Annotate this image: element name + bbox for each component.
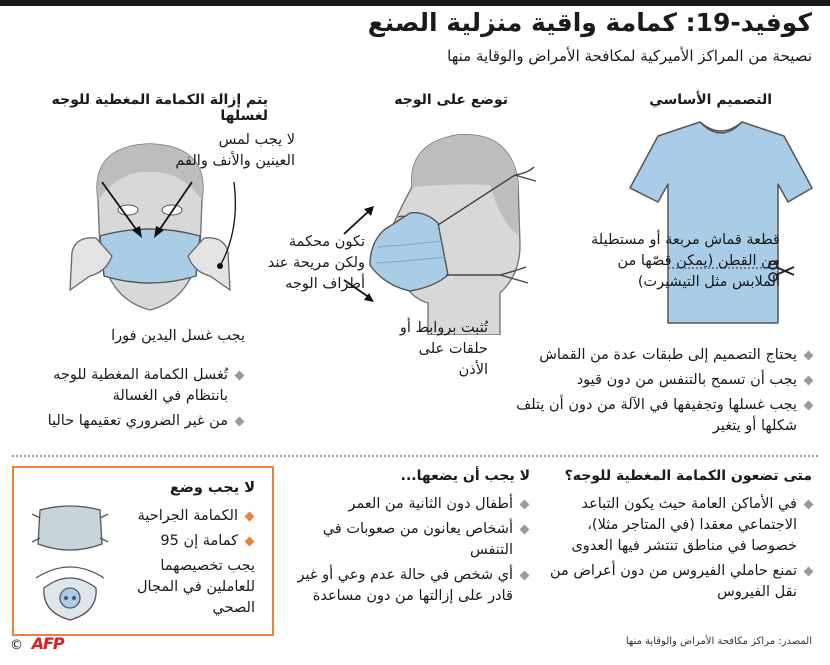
face-mask: [370, 213, 448, 291]
fabric-note: قطعة قماش مربعة أو مستطيلة من القطن (يمكن قصّها من الملابس مثل التيشيرت): [591, 232, 780, 290]
removal-bullets: [15, 365, 245, 436]
list-item: كمامة إن 95: [110, 531, 255, 552]
top-rule: [0, 0, 830, 6]
list-item: يجب أن تسمح بالتنفس من دون قيود: [504, 370, 814, 391]
surgical-mask-icon: [30, 500, 110, 560]
section-divider: [12, 455, 818, 457]
no-touch-note: لا يجب لمس العينين والأنف والفم: [175, 132, 295, 169]
list-item: يجب غسلها وتجفيفها في الآلة من دون أن يتلف شكلها أو يتغير: [504, 395, 814, 437]
ties-note: تُثبت بروابط أو حلقات على الأذن: [399, 320, 488, 378]
who-not-heading: لا يجب أن يضعها...: [400, 468, 530, 484]
list-item: تمنع حاملي الفيروس من دون أعراض من نقل الفيروس: [549, 561, 814, 603]
list-item: أشخاص يعانون من صعوبات في التنفس: [290, 519, 530, 561]
list-item: يحتاج التصميم إلى طبقات عدة من القماش: [504, 345, 814, 366]
do-not-wear-heading: لا يجب وضع: [169, 480, 255, 496]
wearing-heading: توضع على الوجه: [394, 92, 508, 108]
fit-note: تكون محكمة ولكن مريحة عند أطراف الوجه: [267, 234, 365, 292]
removal-heading: يتم إزالة الكمامة المغطية للوجه لغسلها: [51, 92, 268, 124]
list-item: من غير الضروري تعقيمها حاليا: [15, 411, 245, 432]
afp-credit: [10, 634, 64, 653]
tshirt-illustration: [628, 118, 813, 328]
who-not-bullets: [290, 494, 530, 611]
page-subtitle: نصيحة من المراكز الأميركية لمكافحة الأمراض والوقاية منها: [447, 47, 812, 65]
when-bullets: [549, 494, 814, 607]
afp-logo: AFP: [31, 634, 64, 653]
n95-mask-icon: [30, 560, 110, 625]
list-item: في الأماكن العامة حيث يكون التباعد الاجتماعي معقدا (في المتاجر مثلا)، خصوصا في مناطق تنتشر فيها العدوى: [549, 494, 814, 557]
when-heading: متى تضعون الكمامة المغطية للوجه؟: [564, 468, 812, 484]
list-item: أطفال دون الثانية من العمر: [290, 494, 530, 515]
list-item: أي شخص في حالة عدم وعي أو غير قادر على إزالتها من دون مساعدة: [290, 565, 530, 607]
copyright-symbol: ©: [10, 638, 23, 653]
list-item: الكمامة الجراحية: [110, 506, 255, 527]
design-heading: التصميم الأساسي: [649, 92, 772, 108]
source-note: المصدر: مراكز مكافحة الأمراض والوقاية منها: [625, 636, 812, 647]
callout-line: [212, 180, 242, 270]
do-not-wear-bullets: [110, 506, 255, 556]
wash-hands-note: يجب غسل اليدين فورا: [111, 328, 245, 344]
design-bullets: [504, 345, 814, 441]
do-not-wear-note: يجب تخصيصهما للعاملين في المجال الصحي: [137, 558, 255, 616]
list-item: تُغسل الكمامة المغطية للوجه بانتظام في الغسالة: [15, 365, 245, 407]
face-mask-front: [100, 229, 200, 283]
page-title: كوفيد-19: كمامة واقية منزلية الصنع: [367, 8, 812, 37]
